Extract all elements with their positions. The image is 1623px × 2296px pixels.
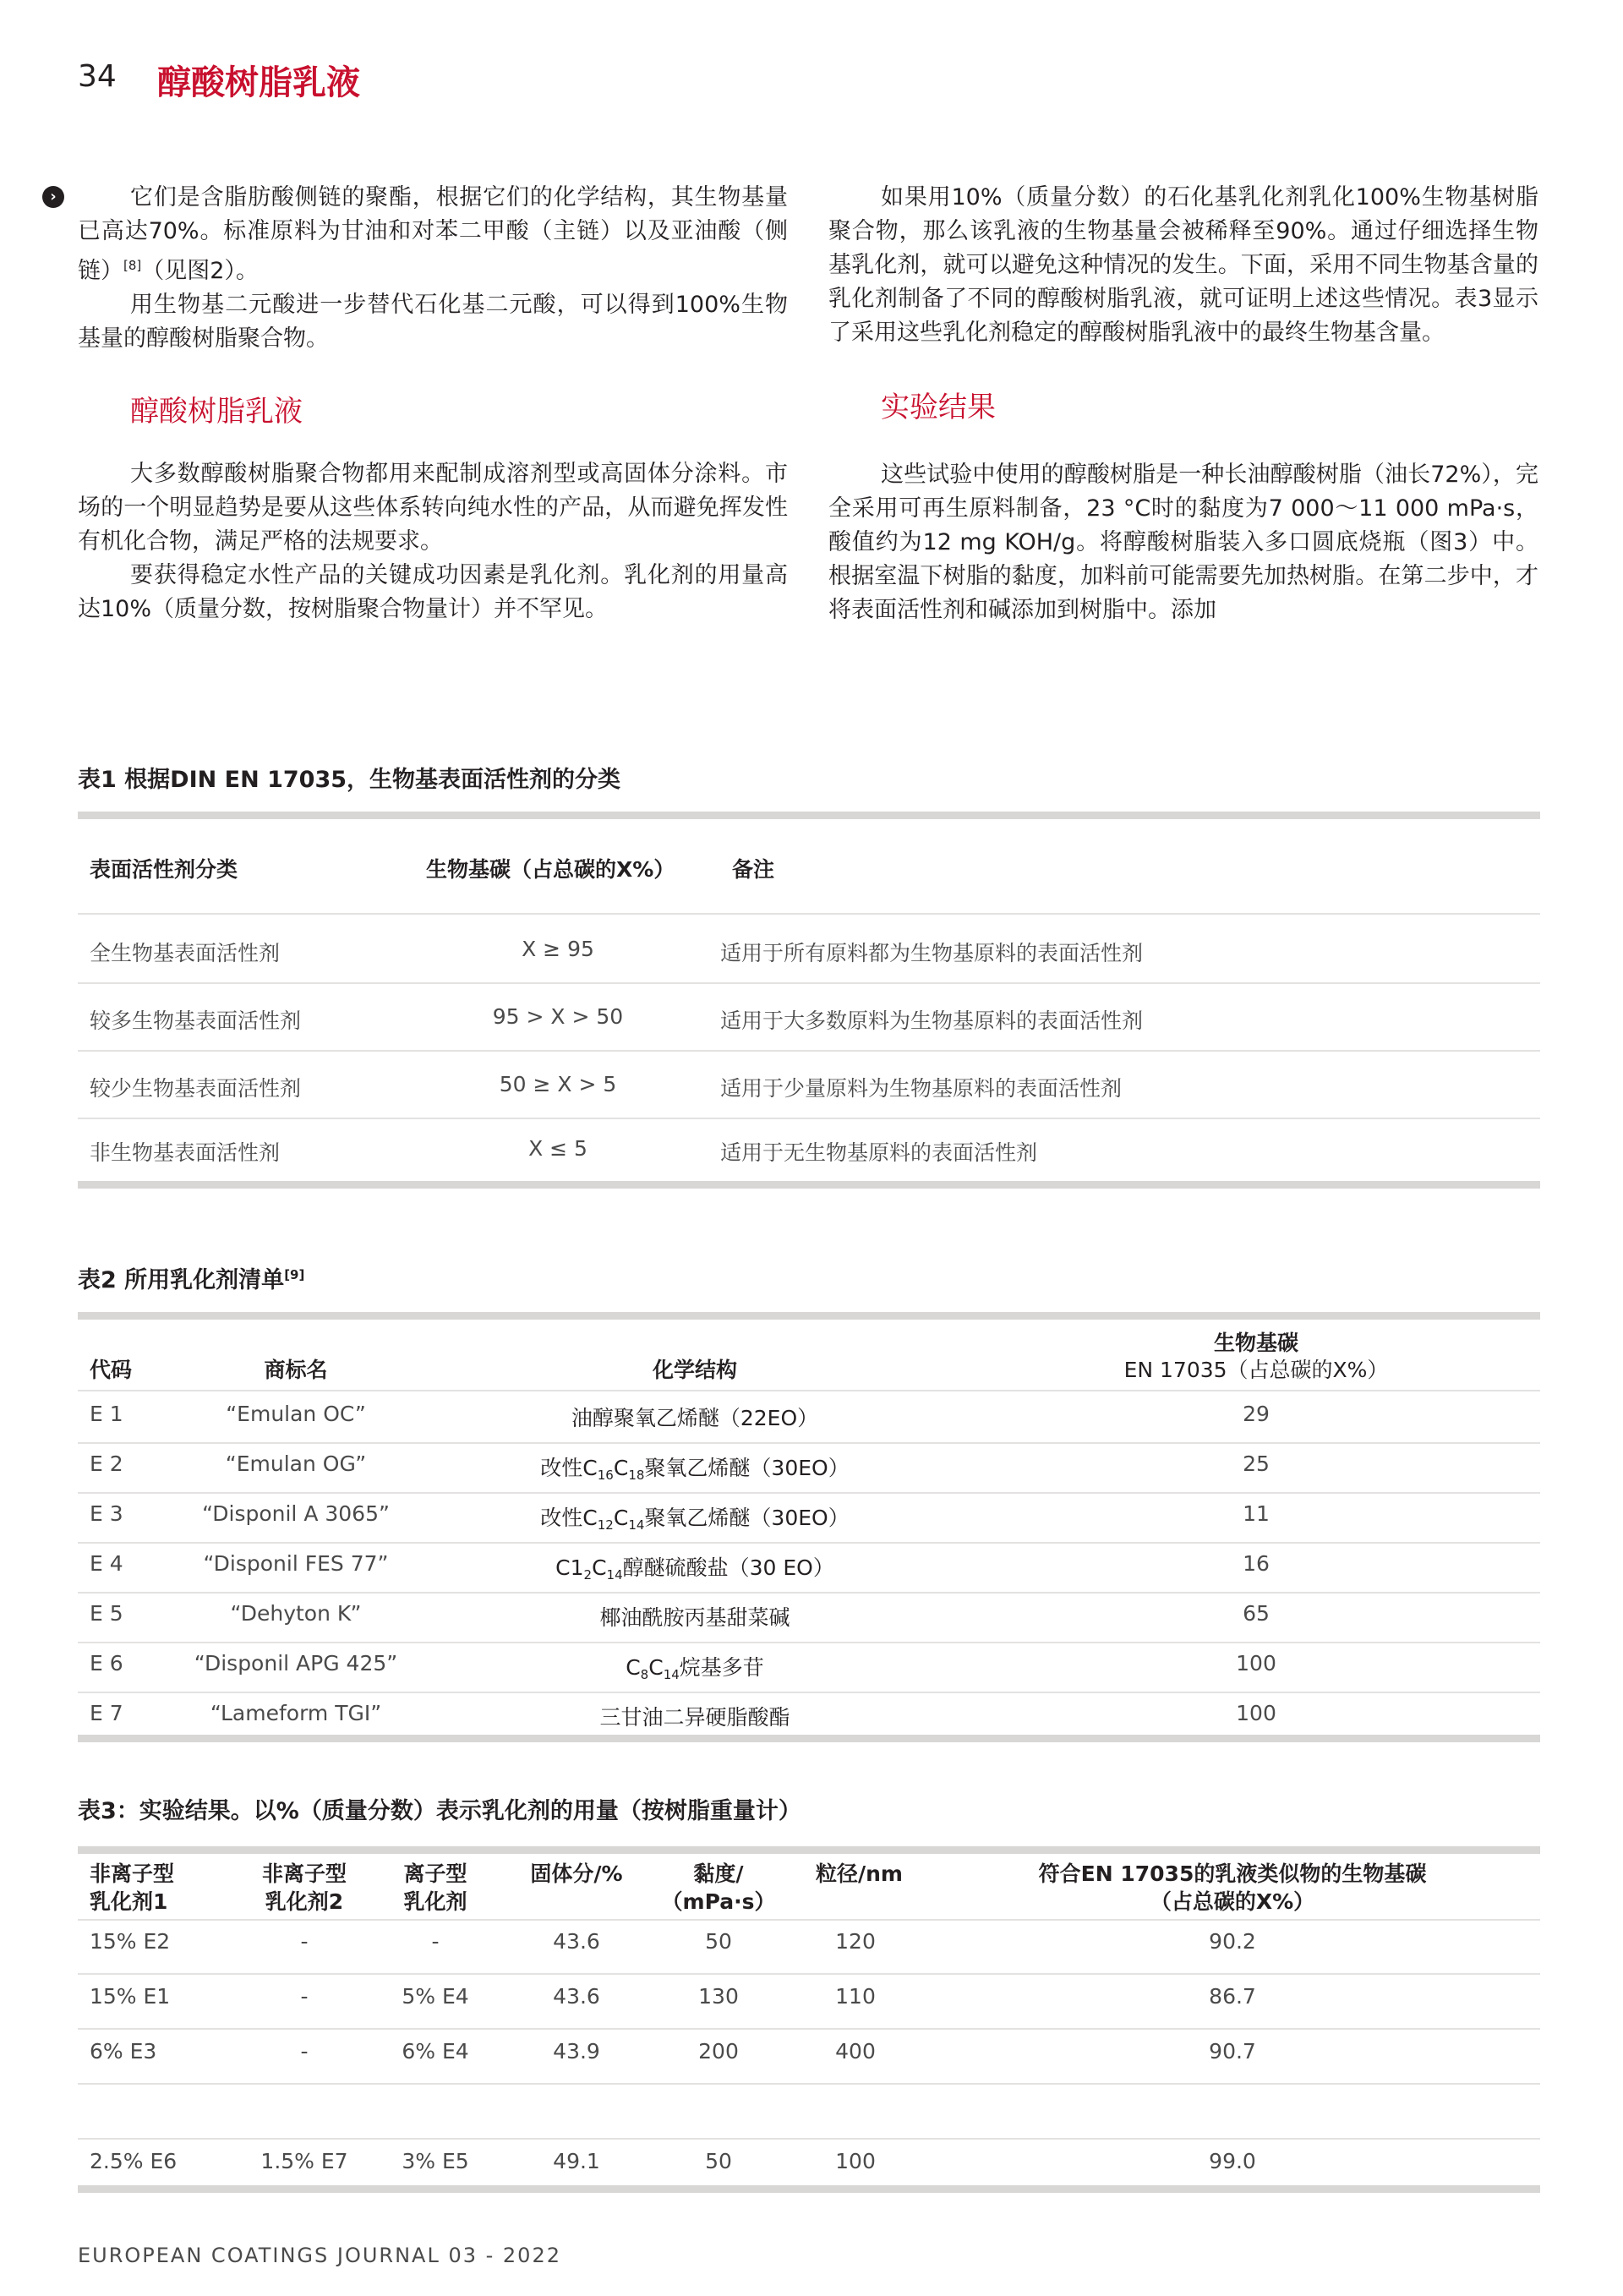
table2-code: E 7 <box>90 1701 123 1725</box>
table2-header: 化学结构 <box>652 1358 738 1382</box>
table1-cell: 全生物基表面活性剂 <box>90 941 281 965</box>
paragraph: 它们是含脂肪酸侧链的聚酯，根据它们的化学结构，其生物基量已高达70%。标准原料为甘油和对苯二甲酸（主链）以及亚油酸（侧链）[8]（见图2）。 <box>78 184 788 284</box>
table2-header: 生物基碳 <box>1213 1331 1299 1355</box>
table2-structure: 三甘油二异硬脂酸酯 <box>599 1705 790 1730</box>
divider <box>78 982 1540 984</box>
table3-header: 离子型 乳化剂 <box>403 1861 467 1914</box>
divider <box>78 1442 1540 1444</box>
table3-cell: 1.5% E7 <box>260 2149 348 2173</box>
table2-name: “Dehyton K” <box>230 1601 362 1626</box>
table2-structure: $C_8C_{14}$烷基多苷 <box>626 1655 764 1682</box>
paragraph: 如果用10%（质量分数）的石化基乳化剂乳化100%生物基树脂聚合物，那么该乳液的生物基量会被稀释至90%。通过仔细选择生物基乳化剂，就可以避免这种情况的发生。下面，采用不同生物基含量的乳化剂制备了不同的醇酸树脂乳液，就可证明上述这些情况。表3显示了采用这些乳化剂稳定的醇酸树脂乳液中的最终生物基含量。 <box>828 184 1538 346</box>
section-heading: 实验结果 <box>881 391 996 424</box>
table2-name: “Disponil A 3065” <box>202 1501 390 1526</box>
table2-structure: $C1_2C_{14}$醇醚硫酸盐（30 EO） <box>555 1555 834 1583</box>
table2-structure: 油醇聚氧乙烯醚（22EO） <box>571 1406 819 1430</box>
page-title: 醇酸树脂乳液 <box>157 63 360 102</box>
table1-header: 生物基碳（占总碳的X%） <box>426 857 675 882</box>
table2-name: “Disponil FES 77” <box>203 1551 389 1576</box>
table1-cell: 较少生物基表面活性剂 <box>90 1076 302 1101</box>
table2-header: 代码 <box>90 1358 133 1382</box>
table2-code: E 1 <box>90 1402 123 1426</box>
left-column <box>78 181 788 626</box>
table2-header: EN 17035（占总碳的X%） <box>1123 1358 1389 1382</box>
table1-cell: 适用于大多数原料为生物基原料的表面活性剂 <box>720 1009 1144 1033</box>
table1-title: 表1 根据DIN EN 17035，生物基表面活性剂的分类 <box>78 767 621 793</box>
table3-cell: - <box>300 2039 309 2064</box>
table3-cell: - <box>431 1929 440 1954</box>
paragraph: 这些试验中使用的醇酸树脂是一种长油醇酸树脂（油长72%），完全采用可再生原料制备，23 °C时的黏度为7 000～11 000 mPa·s，酸值约为12 mg KOH/g。将醇酸树脂装入多口圆底烧瓶（图3）中。根据室温下树脂的黏度，加料前可能需要先加热树脂。在第二步中，才将表面活性剂和碱添加到树脂中。添加 <box>828 462 1538 623</box>
table2-code: E 5 <box>90 1601 123 1626</box>
table3-cell: 5% E4 <box>402 1984 469 2009</box>
divider <box>78 2028 1540 2030</box>
divider <box>78 1492 1540 1494</box>
divider <box>78 2138 1540 2140</box>
table3-header: 黏度/ （mPa·s） <box>661 1861 776 1914</box>
table2-value: 65 <box>1243 1601 1270 1626</box>
table2-name: “Emulan OC” <box>226 1402 366 1426</box>
chevron-right-icon: › <box>42 186 64 208</box>
table3-cell: 50 <box>705 2149 732 2173</box>
table1-header: 备注 <box>732 857 775 882</box>
table2-value: 11 <box>1243 1501 1270 1526</box>
divider <box>78 2083 1540 2085</box>
table2-code: E 2 <box>90 1451 123 1476</box>
table2-code: E 4 <box>90 1551 123 1576</box>
table3-top-bar <box>78 1846 1540 1854</box>
table3-cell: 50 <box>705 1929 732 1954</box>
table3-cell: 120 <box>835 1929 876 1954</box>
divider <box>78 1050 1540 1052</box>
table3-cell: 2.5% E6 <box>90 2149 178 2173</box>
table3-title: 表3：实验结果。以%（质量分数）表示乳化剂的用量（按树脂重量计） <box>78 1798 801 1824</box>
paragraph: 要获得稳定水性产品的关键成功因素是乳化剂。乳化剂的用量高达10%（质量分数，按树脂聚合物量计）并不罕见。 <box>78 562 788 622</box>
table1-cell: 较多生物基表面活性剂 <box>90 1009 302 1033</box>
table3-cell: 43.9 <box>553 2039 600 2064</box>
table2-bottom-bar <box>78 1735 1540 1742</box>
table2-value: 16 <box>1243 1551 1270 1576</box>
table3-bottom-bar <box>78 2185 1540 2193</box>
table3-cell: 200 <box>698 2039 739 2064</box>
table2-value: 29 <box>1243 1402 1270 1426</box>
table2-name: “Lameform TGI” <box>210 1701 382 1725</box>
table3-cell: 130 <box>698 1984 739 2009</box>
table3-cell: 6% E4 <box>402 2039 469 2064</box>
paragraph: 大多数醇酸树脂聚合物都用来配制成溶剂型或高固体分涂料。市场的一个明显趋势是要从这些体系转向纯水性的产品，从而避免挥发性有机化合物，满足严格的法规要求。 <box>78 461 788 555</box>
section-heading: 醇酸树脂乳液 <box>130 395 303 429</box>
table3-cell: - <box>300 1929 309 1954</box>
divider <box>78 1642 1540 1643</box>
table3-cell: 43.6 <box>553 1929 600 1954</box>
table2-name: “Emulan OG” <box>225 1451 367 1476</box>
table3-cell: 43.6 <box>553 1984 600 2009</box>
paragraph: 用生物基二元酸进一步替代石化基二元酸，可以得到100%生物基量的醇酸树脂聚合物。 <box>78 292 788 352</box>
table3-cell: 99.0 <box>1209 2149 1256 2173</box>
table3-cell: 110 <box>835 1984 876 2009</box>
table3-header: 粒径/nm <box>816 1861 903 1886</box>
table1-cell: 95 > X > 50 <box>492 1004 624 1029</box>
table3-cell: - <box>300 1984 309 2009</box>
table1-cell: 适用于所有原料都为生物基原料的表面活性剂 <box>720 941 1144 965</box>
table2-code: E 3 <box>90 1501 123 1526</box>
table2-value: 25 <box>1243 1451 1270 1476</box>
right-column <box>828 181 1538 627</box>
divider <box>78 1973 1540 1975</box>
divider <box>78 1542 1540 1544</box>
table1-cell: 非生物基表面活性剂 <box>90 1140 281 1165</box>
table3-cell: 3% E5 <box>402 2149 469 2173</box>
table3-cell: 90.7 <box>1209 2039 1256 2064</box>
table1-cell: 适用于无生物基原料的表面活性剂 <box>720 1140 1038 1165</box>
divider <box>78 1118 1540 1119</box>
table3-header: 固体分/% <box>530 1861 623 1886</box>
table2-header: 商标名 <box>264 1358 328 1382</box>
table2-value: 100 <box>1236 1701 1276 1725</box>
table1-cell: 适用于少量原料为生物基原料的表面活性剂 <box>720 1076 1123 1101</box>
page-number: 34 <box>78 59 117 94</box>
table3-cell: 86.7 <box>1209 1984 1256 2009</box>
table3-cell: 49.1 <box>553 2149 600 2173</box>
table3-cell: 15% E1 <box>90 1984 171 2009</box>
divider <box>78 1692 1540 1693</box>
table2-structure: 改性$C_{16}C_{18}$聚氧乙烯醚（30EO） <box>540 1456 850 1483</box>
divider <box>78 1919 1540 1921</box>
table1-cell: 50 ≥ X > 5 <box>499 1072 617 1096</box>
divider <box>78 913 1540 915</box>
table1-top-bar <box>78 812 1540 819</box>
table3-header: 非离子型 乳化剂2 <box>261 1861 347 1914</box>
table2-value: 100 <box>1236 1651 1276 1676</box>
table2-structure: 椰油酰胺丙基甜菜碱 <box>599 1605 790 1630</box>
table1-header: 表面活性剂分类 <box>90 857 238 882</box>
table3-cell: 400 <box>835 2039 876 2064</box>
table3-header: 非离子型 乳化剂1 <box>90 1861 175 1914</box>
table3-cell: 6% E3 <box>90 2039 157 2064</box>
table3-cell: 15% E2 <box>90 1929 171 1954</box>
table3-cell: 100 <box>835 2149 876 2173</box>
divider <box>78 1592 1540 1594</box>
table2-title: 表2 所用乳化剂清单[9] <box>78 1267 305 1293</box>
table2-structure: 改性$C_{12}C_{14}$聚氧乙烯醚（30EO） <box>540 1506 850 1533</box>
table1-cell: X ≤ 5 <box>528 1136 587 1161</box>
table2-name: “Disponil APG 425” <box>194 1651 398 1676</box>
footer: EUROPEAN COATINGS JOURNAL 03 - 2022 <box>78 2244 561 2267</box>
table3-header: 符合EN 17035的乳液类似物的生物基碳 （占总碳的X%） <box>1038 1861 1427 1914</box>
table1-cell: X ≥ 95 <box>522 937 594 961</box>
table1-bottom-bar <box>78 1181 1540 1189</box>
table3-cell: 90.2 <box>1209 1929 1256 1954</box>
table2-code: E 6 <box>90 1651 123 1676</box>
divider <box>78 1390 1540 1391</box>
table2-top-bar <box>78 1312 1540 1320</box>
